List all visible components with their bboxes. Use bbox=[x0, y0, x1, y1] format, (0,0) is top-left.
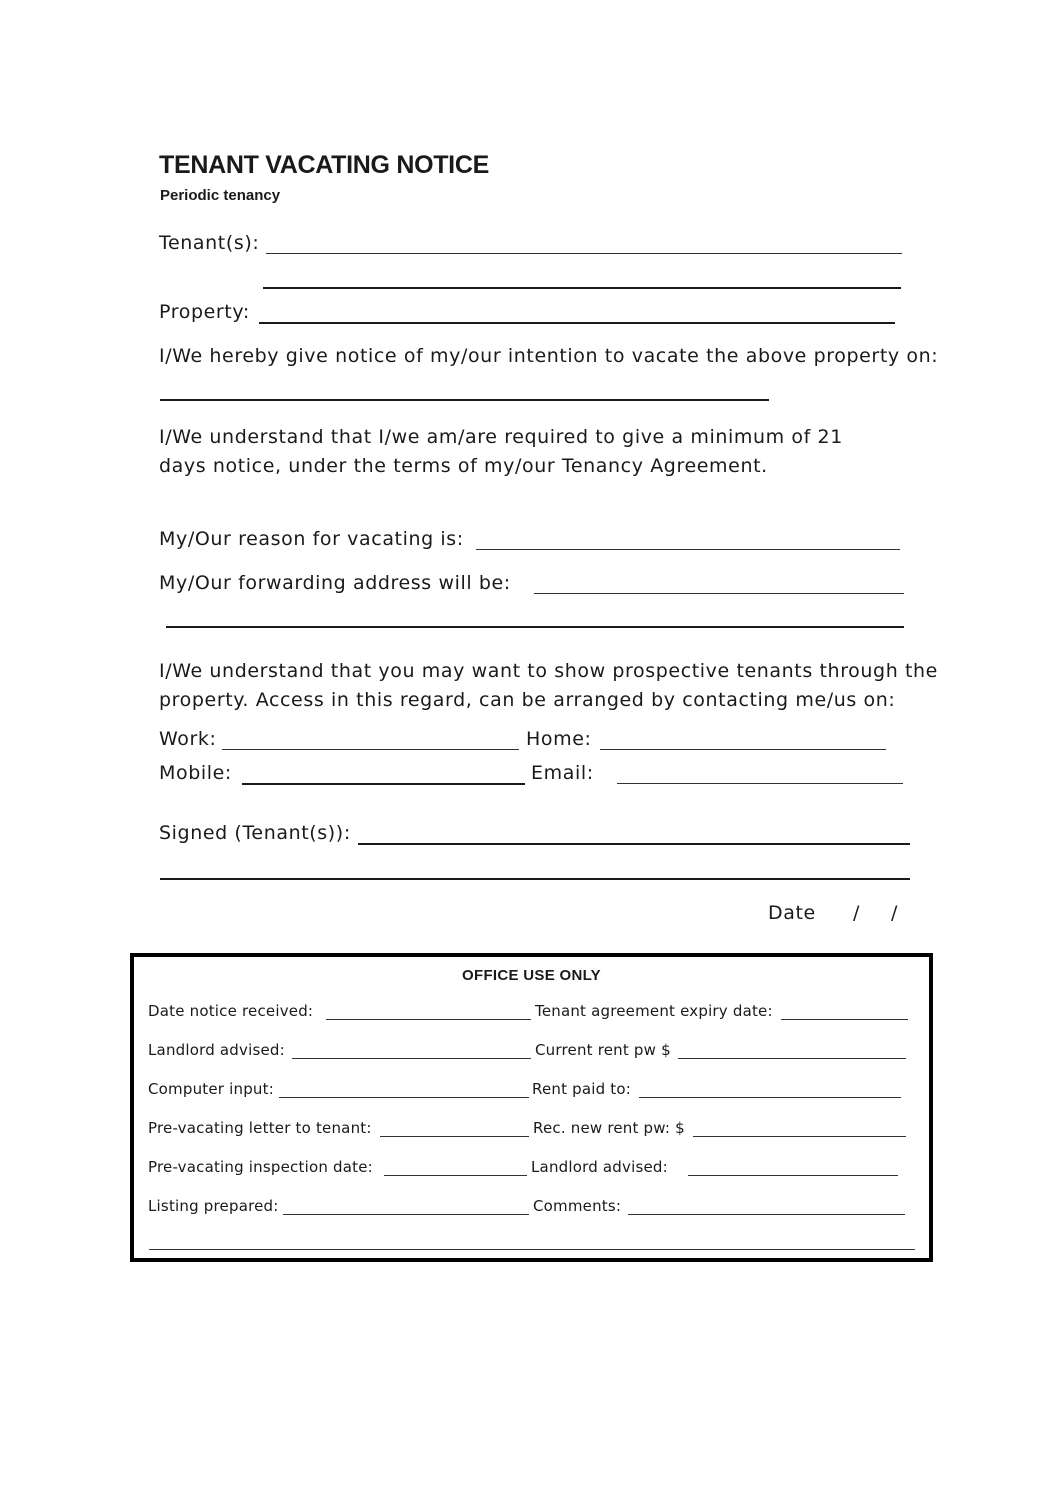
comments-field[interactable] bbox=[628, 1214, 905, 1215]
forwarding-label: My/Our forwarding address will be: bbox=[159, 572, 511, 594]
access-line-2: property. Access in this regard, can be arranged by contacting me/us on: bbox=[159, 689, 896, 711]
pre-vacating-letter-label: Pre-vacating letter to tenant: bbox=[148, 1119, 372, 1137]
landlord-advised-2-label: Landlord advised: bbox=[531, 1158, 668, 1176]
current-rent-field[interactable] bbox=[678, 1058, 906, 1059]
signature-field-2[interactable] bbox=[160, 878, 910, 880]
work-phone-field[interactable] bbox=[222, 749, 519, 750]
office-use-box bbox=[130, 953, 933, 1262]
listing-prepared-label: Listing prepared: bbox=[148, 1197, 279, 1215]
property-field[interactable] bbox=[259, 322, 895, 324]
understand-paragraph bbox=[159, 423, 843, 481]
date-separator-2: / bbox=[891, 902, 899, 924]
pre-vacating-letter-field[interactable] bbox=[380, 1136, 529, 1137]
pre-vacating-inspection-label: Pre-vacating inspection date: bbox=[148, 1158, 373, 1176]
rec-new-rent-field[interactable] bbox=[693, 1136, 906, 1137]
mobile-phone-field[interactable] bbox=[242, 783, 525, 785]
email-field[interactable] bbox=[617, 783, 903, 784]
vacate-date-field[interactable] bbox=[160, 399, 769, 401]
reason-field[interactable] bbox=[476, 549, 900, 550]
tenants-field-2[interactable] bbox=[263, 287, 901, 289]
notice-intro-text: I/We hereby give notice of my/our intention to vacate the above property on: bbox=[159, 345, 939, 367]
rent-paid-to-label: Rent paid to: bbox=[532, 1080, 632, 1098]
tenants-label: Tenant(s): bbox=[159, 232, 260, 254]
listing-prepared-field[interactable] bbox=[283, 1214, 529, 1215]
tenants-field[interactable] bbox=[266, 253, 902, 254]
date-label: Date bbox=[768, 902, 816, 924]
signature-field[interactable] bbox=[358, 843, 910, 845]
date-notice-received-label: Date notice received: bbox=[148, 1002, 314, 1020]
computer-input-field[interactable] bbox=[279, 1097, 529, 1098]
email-label: Email: bbox=[531, 762, 594, 784]
office-use-heading: OFFICE USE ONLY bbox=[462, 967, 601, 984]
property-label: Property: bbox=[159, 301, 250, 323]
landlord-advised-label: Landlord advised: bbox=[148, 1041, 285, 1059]
rent-paid-to-field[interactable] bbox=[639, 1097, 901, 1098]
forwarding-field[interactable] bbox=[534, 593, 904, 594]
landlord-advised-field[interactable] bbox=[292, 1058, 531, 1059]
understand-line-2: days notice, under the terms of my/our Tenancy Agreement. bbox=[159, 455, 768, 477]
home-label: Home: bbox=[526, 728, 592, 750]
pre-vacating-inspection-field[interactable] bbox=[384, 1175, 527, 1176]
date-separator-1: / bbox=[853, 902, 861, 924]
comments-field-2[interactable] bbox=[149, 1249, 915, 1250]
forwarding-field-2[interactable] bbox=[166, 626, 904, 628]
work-label: Work: bbox=[159, 728, 217, 750]
home-phone-field[interactable] bbox=[600, 749, 886, 750]
reason-label: My/Our reason for vacating is: bbox=[159, 528, 464, 550]
computer-input-label: Computer input: bbox=[148, 1080, 274, 1098]
comments-label: Comments: bbox=[533, 1197, 622, 1215]
document-title: TENANT VACATING NOTICE bbox=[159, 151, 489, 179]
rec-new-rent-label: Rec. new rent pw: $ bbox=[533, 1119, 685, 1137]
access-line-1: I/We understand that you may want to show prospective tenants through the bbox=[159, 660, 938, 682]
current-rent-label: Current rent pw $ bbox=[535, 1041, 671, 1059]
signed-label: Signed (Tenant(s)): bbox=[159, 822, 351, 844]
landlord-advised-2-field[interactable] bbox=[688, 1175, 898, 1176]
access-paragraph bbox=[159, 657, 938, 715]
tenant-agreement-expiry-label: Tenant agreement expiry date: bbox=[535, 1002, 773, 1020]
document-subtitle: Periodic tenancy bbox=[160, 187, 281, 204]
understand-line-1: I/We understand that I/we am/are required to give a minimum of 21 bbox=[159, 426, 843, 448]
mobile-label: Mobile: bbox=[159, 762, 232, 784]
tenant-agreement-expiry-field[interactable] bbox=[781, 1019, 908, 1020]
date-notice-received-field[interactable] bbox=[326, 1019, 531, 1020]
